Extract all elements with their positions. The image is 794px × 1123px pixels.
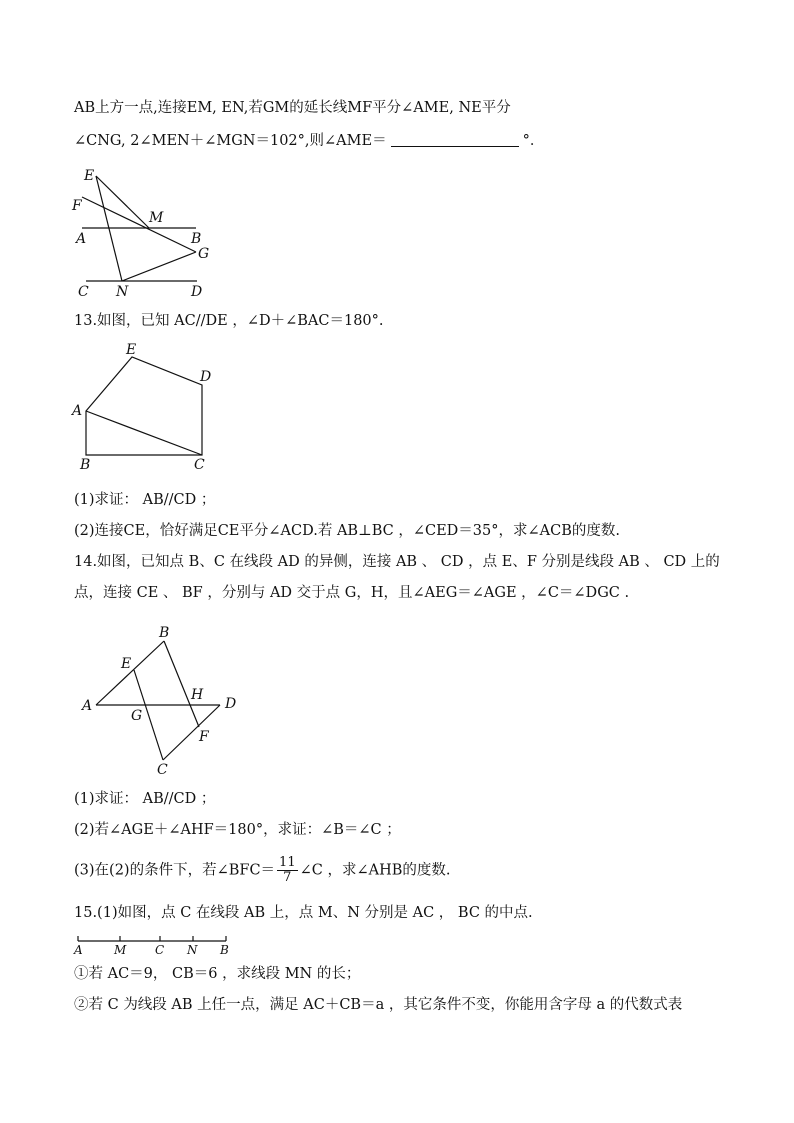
pentagon-abcde	[86, 357, 202, 455]
label-d: D	[191, 284, 203, 300]
segment-bf	[164, 641, 199, 727]
segment-ng	[122, 252, 196, 281]
label-b-14: B	[159, 625, 170, 641]
label-c-14: C	[157, 762, 168, 778]
q13-part-1: (1)求证： AB//CD ；	[74, 492, 216, 508]
q14-part-2: (2)若∠AGE＋∠AHF＝180°，求证：∠B＝∠C ；	[74, 822, 401, 838]
q15-part-2: ②若 C 为线段 AB 上任一点，满足 AC＋CB＝a ，其它条件不变，你能用含字母 a 的代数式表	[74, 997, 683, 1013]
q14-part-1: (1)求证： AB//CD ；	[74, 791, 216, 807]
label-a-15: A	[74, 943, 83, 957]
q12-line-1: AB上方一点,连接EM, EN,若GM的延长线MF平分∠AME, NE平分	[74, 100, 511, 116]
q15-stem: 15.(1)如图，点 C 在线段 AB 上，点 M、N 分别是 AC ， BC 的中点.	[74, 905, 533, 921]
segment-ab	[96, 641, 164, 705]
label-m: M	[149, 210, 164, 226]
label-d-14: D	[225, 696, 237, 712]
segment-dc	[163, 705, 220, 760]
label-n-15: N	[187, 943, 198, 957]
label-n: N	[116, 284, 129, 300]
label-g-14: G	[131, 708, 143, 724]
label-h-14: H	[191, 687, 204, 703]
q15-part-1: ①若 AC＝9， CB＝6 ，求线段 MN 的长；	[74, 966, 361, 982]
label-m-15: M	[114, 943, 127, 957]
label-e-14: E	[121, 656, 132, 672]
segment-fg	[82, 197, 196, 252]
label-g: G	[198, 246, 210, 262]
label-a-14: A	[82, 698, 93, 714]
label-c-13: C	[194, 457, 205, 473]
q14-part-3	[74, 856, 450, 885]
q12-line-2-text: ∠CNG, 2∠MEN＋∠MGN＝102°,则∠AME＝	[74, 133, 387, 149]
label-a: A	[76, 231, 87, 247]
label-f-14: F	[199, 729, 209, 745]
label-c-15: C	[155, 943, 165, 957]
fraction-numerator: 11	[279, 855, 296, 870]
q14-part-3-text: (3)在(2)的条件下，若∠BFC＝	[74, 862, 276, 879]
segment-ac	[86, 411, 202, 455]
label-f: F	[72, 198, 82, 214]
q13-part-2: (2)连接CE，恰好满足CE平分∠ACD.若 AB⊥BC ，∠CED＝35°，求∠ACB的度数.	[74, 523, 620, 539]
label-d-13: D	[200, 369, 212, 385]
fraction-denominator: 7	[283, 870, 292, 885]
label-c: C	[78, 284, 89, 300]
q14-stem-1: 14.如图，已知点 B、C 在线段 AD 的异侧，连接 AB 、 CD ，点 E、F 分别是线段 AB 、 CD 上的	[74, 554, 720, 570]
q13-stem: 13.如图，已知 AC//DE ，∠D＋∠BAC＝180°.	[74, 313, 384, 329]
segment-em	[96, 176, 149, 228]
q14-part-3-end: ∠C ，求∠AHB的度数.	[299, 862, 451, 879]
label-a-13: A	[72, 403, 83, 419]
label-b-15: B	[220, 943, 229, 957]
label-b: B	[191, 231, 202, 247]
q14-stem-2: 点，连接 CE 、 BF ，分别与 AD 交于点 G，H，且∠AEG＝∠AGE ，∠C＝∠DGC .	[74, 585, 630, 601]
label-e-13: E	[126, 342, 137, 358]
label-b-13: B	[80, 457, 91, 473]
label-e: E	[84, 168, 95, 184]
q12-line-2-end: °．	[522, 133, 545, 149]
fraction	[277, 856, 298, 885]
